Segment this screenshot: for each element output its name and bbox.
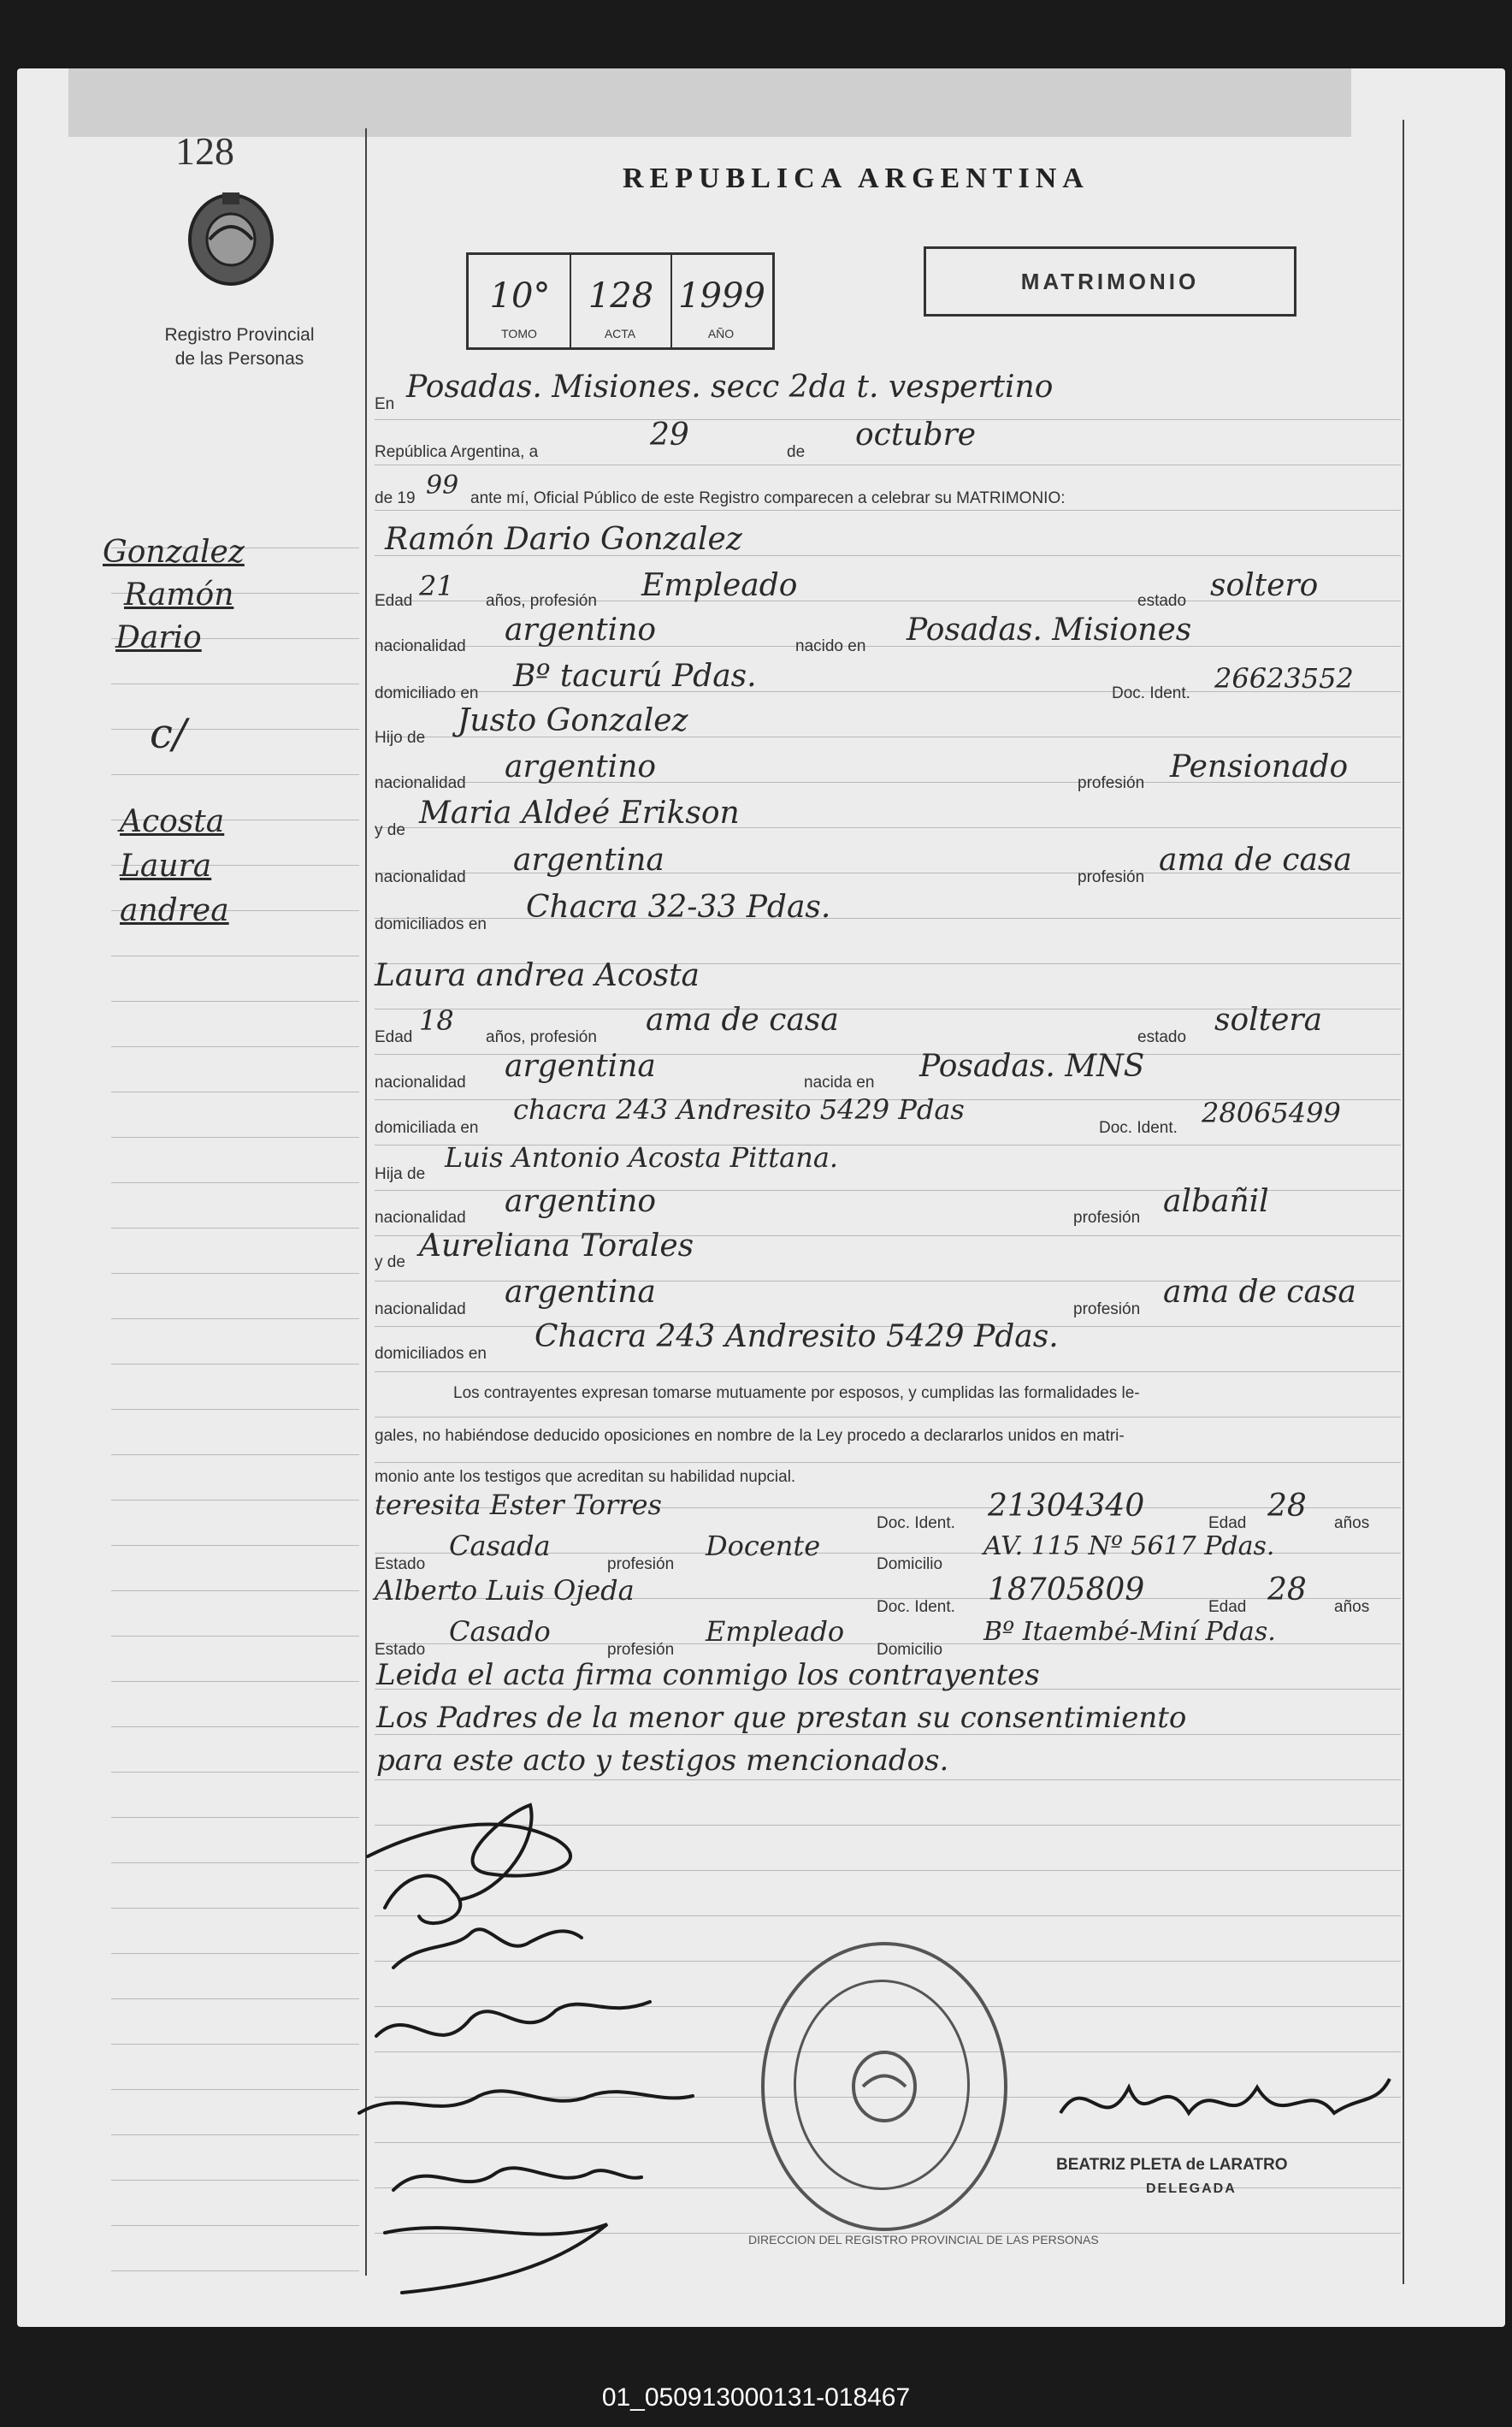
document-title: REPUBLICA ARGENTINA <box>623 163 1090 194</box>
groom-profesion-label: años, profesión <box>486 592 597 610</box>
bride-age: 18 <box>419 1004 454 1037</box>
margin-rule <box>111 2180 359 2181</box>
groom-doc-label: Doc. Ident. <box>1112 684 1190 702</box>
margin-rule <box>111 1998 359 1999</box>
bride-dom-label: domiciliada en <box>375 1119 479 1137</box>
bride-nac-label: nacionalidad <box>375 1074 466 1092</box>
groom-dom-label: domiciliado en <box>375 684 479 702</box>
bride-estado-label: estado <box>1137 1028 1187 1046</box>
ano-label: AÑO <box>707 327 735 340</box>
margin-rule <box>111 1409 359 1410</box>
bride-nationality: argentina <box>505 1049 656 1084</box>
record-box <box>466 252 775 350</box>
bride-mother: Aureliana Torales <box>419 1228 694 1264</box>
registry-line-1: Registro Provincial <box>164 325 315 345</box>
declaration-line-2: gales, no habiéndose deducido oposiciones en nombre de la Ley procedo a declararlos unidos en matri- <box>375 1427 1125 1445</box>
de-label: de <box>787 443 806 461</box>
groom-father-nationality: argentino <box>505 749 657 784</box>
coat-of-arms-icon <box>180 188 282 299</box>
witness-1-anos-label: años <box>1334 1514 1370 1532</box>
groom-nac-label: nacionalidad <box>375 637 466 655</box>
groom-nationality: argentino <box>505 613 657 648</box>
signatures-image <box>334 1788 744 2301</box>
witness-2-anos-label: años <box>1334 1598 1370 1616</box>
bride-profession: ama de casa <box>646 1003 839 1038</box>
margin-rule <box>111 1545 359 1546</box>
witness-2-status: Casado <box>449 1615 551 1648</box>
witness-2-dom-label: Domicilio <box>877 1641 943 1659</box>
bride-parents-address: Chacra 243 Andresito 5429 Pdas. <box>535 1319 1059 1354</box>
margin-groom-surname: Gonzalez <box>103 535 245 570</box>
form-rule <box>375 1417 1401 1418</box>
form-rule <box>375 510 1401 511</box>
margin-rule <box>111 1681 359 1682</box>
witness-1-prof-label: profesión <box>607 1555 675 1573</box>
witness-1-name: teresita Ester Torres <box>375 1489 662 1521</box>
bride-doc-label: Doc. Ident. <box>1099 1119 1178 1137</box>
declaration-line-1: Los contrayentes expresan tomarse mutuamente por esposos, y cumplidas las formalidades le- <box>453 1384 1140 1402</box>
bride-profesion-label: años, profesión <box>486 1028 597 1046</box>
margin-rule <box>111 1862 359 1863</box>
witness-2-age: 28 <box>1267 1572 1307 1607</box>
witness-1-profession: Docente <box>706 1530 821 1562</box>
officer-name: BEATRIZ PLETA de LARATRO <box>1056 2156 1288 2174</box>
groom-edad-label: Edad <box>375 592 413 610</box>
closing-line-3: para este acto y testigos mencionados. <box>376 1743 949 1778</box>
bride-nacida-label: nacida en <box>804 1074 875 1092</box>
margin-rule <box>111 1318 359 1319</box>
groom-name: Ramón Dario Gonzalez <box>385 522 742 557</box>
previous-page-edge <box>68 68 1351 137</box>
groom-parents-dom-label: domiciliados en <box>375 915 487 933</box>
groom-mother-nac-label: nacionalidad <box>375 868 466 886</box>
form-rule <box>375 1779 1401 1780</box>
bride-parents-dom-label: domiciliados en <box>375 1345 487 1363</box>
groom-father-profession: Pensionado <box>1170 749 1349 784</box>
bride-father-prof-label: profesión <box>1073 1209 1141 1227</box>
witness-2-doc-label: Doc. Ident. <box>877 1598 955 1616</box>
witness-2-address: Bº Itaembé-Miní Pdas. <box>983 1617 1276 1647</box>
margin-rule <box>111 1273 359 1274</box>
matrimonio-box <box>924 246 1296 317</box>
groom-birthplace: Posadas. Misiones <box>907 613 1192 648</box>
margin-rule <box>111 2089 359 2090</box>
groom-father: Justo Gonzalez <box>458 703 688 738</box>
margin-rule <box>111 2270 359 2271</box>
groom-mother-prof-label: profesión <box>1078 868 1145 886</box>
margin-rule <box>111 1454 359 1455</box>
margin-rule <box>111 2044 359 2045</box>
year-suffix: 99 <box>426 471 459 500</box>
bride-yde-label: y de <box>375 1253 405 1271</box>
margin-bride-surname: Acosta <box>120 804 225 839</box>
groom-estado-label: estado <box>1137 592 1187 610</box>
margin-rule <box>111 1046 359 1047</box>
margin-rule <box>111 2225 359 2226</box>
groom-profession: Empleado <box>641 568 798 603</box>
margin-rule <box>111 1590 359 1591</box>
registry-line-2: de las Personas <box>174 349 304 369</box>
closing-line-1: Leida el acta firma conmigo los contrayentes <box>376 1658 1040 1692</box>
bride-mother-prof-label: profesión <box>1073 1300 1141 1318</box>
place-value: Posadas. Misiones. secc 2da t. vespertino <box>406 370 1054 405</box>
margin-rule <box>111 1953 359 1954</box>
closing-line-2: Los Padres de la menor que prestan su consentimiento <box>376 1701 1187 1735</box>
groom-address: Bº tacurú Pdas. <box>513 659 757 694</box>
bride-father-profession: albañil <box>1163 1184 1269 1219</box>
margin-bride-first: Laura <box>120 849 212 884</box>
margin-separator: c/ <box>150 710 187 758</box>
bride-birthplace: Posadas. MNS <box>919 1049 1145 1084</box>
margin-rule <box>111 1772 359 1773</box>
bride-father: Luis Antonio Acosta Pittana. <box>445 1141 839 1174</box>
groom-mother: Maria Aldeé Erikson <box>419 796 740 831</box>
margin-rule <box>111 774 359 775</box>
ano-value: 1999 <box>678 276 765 316</box>
day-value: 29 <box>650 417 689 453</box>
margin-rule <box>111 1908 359 1909</box>
year-prefix: de 19 <box>375 489 416 507</box>
tomo-label: TOMO <box>501 327 537 340</box>
margin-groom-first: Ramón <box>124 577 234 613</box>
witness-1-dom-label: Domicilio <box>877 1555 943 1573</box>
bride-hija-label: Hija de <box>375 1165 426 1183</box>
en-label: En <box>375 395 395 413</box>
acta-value: 128 <box>588 276 654 316</box>
tomo-value: 10° <box>489 276 551 316</box>
bride-mother-profession: ama de casa <box>1163 1275 1356 1310</box>
document-page <box>17 68 1505 2327</box>
bride-address: chacra 243 Andresito 5429 Pdas <box>513 1093 965 1126</box>
witness-2-prof-label: profesión <box>607 1641 675 1659</box>
groom-father-prof-label: profesión <box>1078 774 1145 792</box>
margin-rule <box>111 729 359 730</box>
stamp-emblem-icon <box>846 2048 923 2125</box>
groom-hijo-label: Hijo de <box>375 729 426 747</box>
republica-label: República Argentina, a <box>375 443 539 461</box>
groom-mother-nationality: argentina <box>513 843 664 878</box>
witness-2-name: Alberto Luis Ojeda <box>375 1574 635 1607</box>
groom-nacido-label: nacido en <box>795 637 866 655</box>
groom-age: 21 <box>419 570 454 602</box>
right-border <box>1403 120 1404 2284</box>
groom-parents-address: Chacra 32-33 Pdas. <box>526 890 831 925</box>
margin-rule <box>111 2134 359 2135</box>
intro-statement: ante mí, Oficial Público de este Registro comparecen a celebrar su MATRIMONIO: <box>470 489 1066 507</box>
witness-1-estado-label: Estado <box>375 1555 426 1573</box>
witness-2-profession: Empleado <box>706 1615 845 1648</box>
margin-groom-second: Dario <box>115 620 202 655</box>
bride-marital: soltera <box>1214 1003 1323 1038</box>
bride-doc: 28065499 <box>1202 1097 1341 1129</box>
witness-1-doc: 21304340 <box>988 1489 1145 1524</box>
margin-rule <box>111 1726 359 1727</box>
officer-title: DELEGADA <box>1146 2181 1237 2196</box>
margin-rule <box>111 1500 359 1501</box>
form-rule <box>375 1371 1401 1372</box>
witness-1-edad-label: Edad <box>1208 1514 1247 1532</box>
groom-father-nac-label: nacionalidad <box>375 774 466 792</box>
bride-father-nac-label: nacionalidad <box>375 1209 466 1227</box>
acta-label: ACTA <box>604 327 636 340</box>
declaration-line-3: monio ante los testigos que acreditan su habilidad nupcial. <box>375 1468 796 1486</box>
witness-2-estado-label: Estado <box>375 1641 426 1659</box>
margin-rule <box>111 1636 359 1637</box>
margin-rule <box>111 1137 359 1138</box>
groom-mother-profession: ama de casa <box>1159 843 1352 878</box>
witness-2-edad-label: Edad <box>1208 1598 1247 1616</box>
type-label: MATRIMONIO <box>1020 268 1200 294</box>
witness-2-doc: 18705809 <box>988 1572 1145 1607</box>
margin-rule <box>111 1817 359 1818</box>
witness-1-address: AV. 115 Nº 5617 Pdas. <box>983 1531 1275 1561</box>
bride-mother-nationality: argentina <box>505 1275 656 1310</box>
groom-doc: 26623552 <box>1214 662 1354 695</box>
groom-yde-label: y de <box>375 821 405 839</box>
month-value: octubre <box>855 417 977 453</box>
document-id: 01_050913000131-018467 <box>601 2383 911 2412</box>
officer-signature-image <box>1052 2062 1394 2156</box>
form-rule <box>375 1462 1401 1463</box>
margin-bride-second: andrea <box>120 893 229 928</box>
registry-stamp <box>761 1942 1007 2231</box>
witness-1-status: Casada <box>449 1530 551 1562</box>
bride-edad-label: Edad <box>375 1028 413 1046</box>
stamp-text: DIRECCION DEL REGISTRO PROVINCIAL DE LAS PERSONAS <box>748 2233 1099 2246</box>
bride-name: Laura andrea Acosta <box>375 958 700 993</box>
groom-marital: soltero <box>1210 568 1319 603</box>
bride-mother-nac-label: nacionalidad <box>375 1300 466 1318</box>
page-number: 128 <box>175 129 234 173</box>
bride-father-nationality: argentino <box>505 1184 657 1219</box>
witness-1-age: 28 <box>1267 1489 1307 1524</box>
witness-1-doc-label: Doc. Ident. <box>877 1514 955 1532</box>
margin-rule <box>111 1001 359 1002</box>
margin-rule <box>111 1182 359 1183</box>
